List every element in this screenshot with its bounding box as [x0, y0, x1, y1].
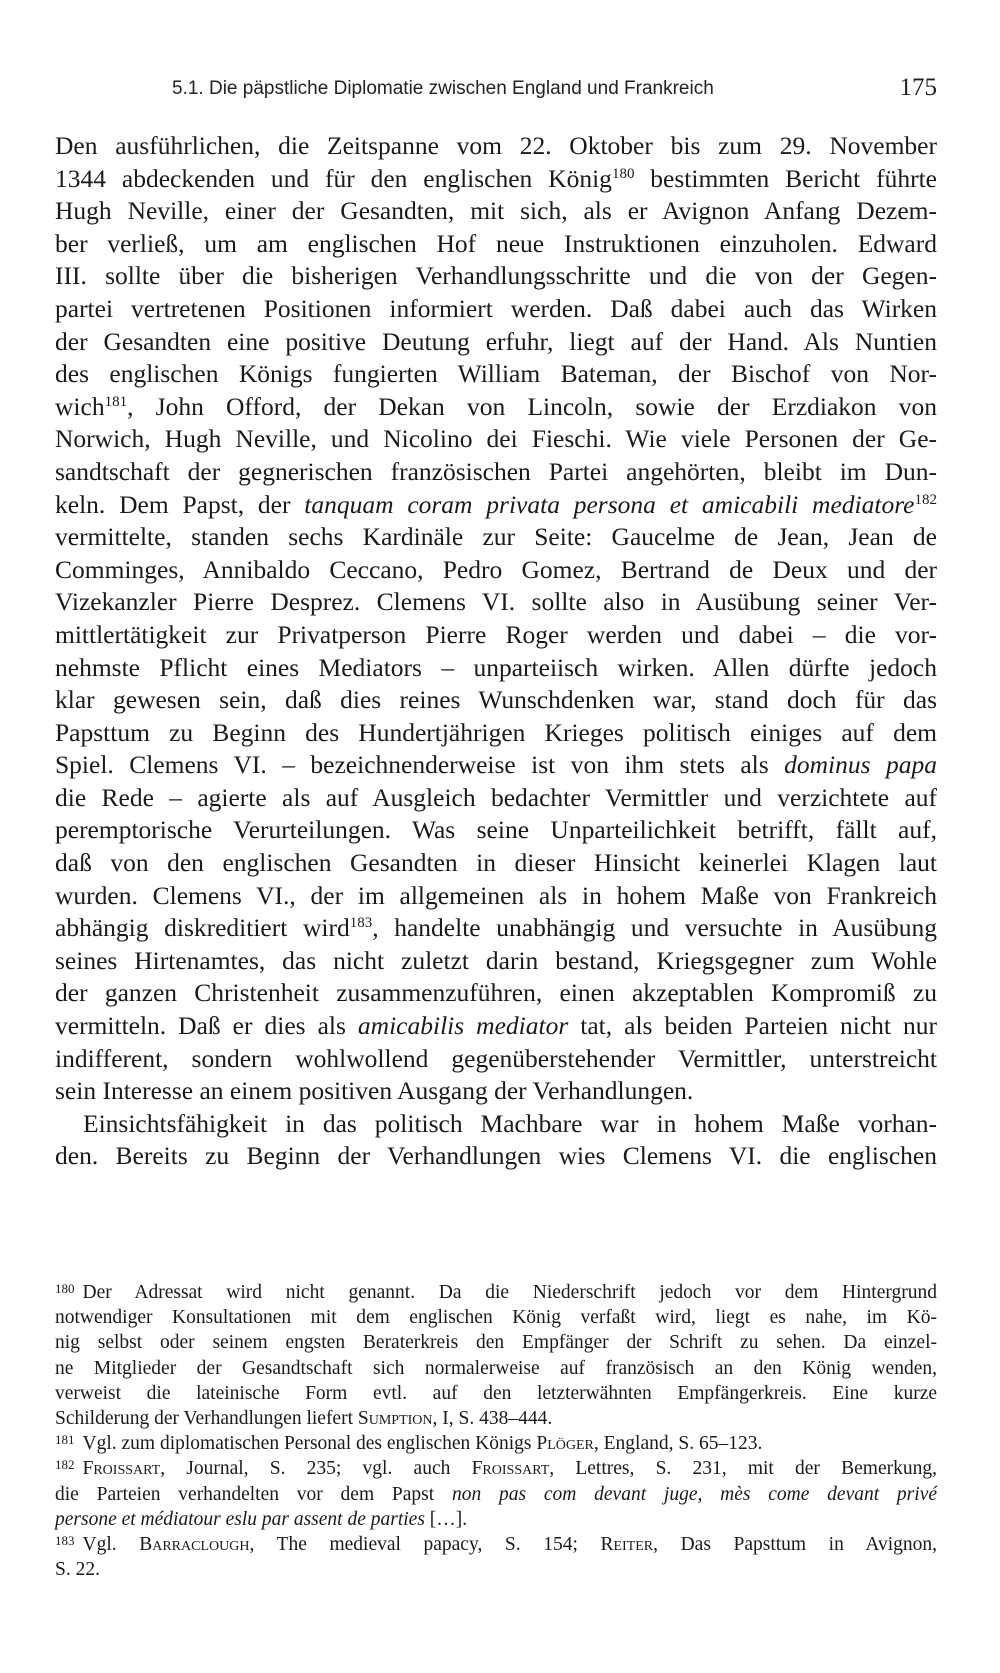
text-line: den. Bereits zu Beginn der Verhandlungen wies Clemens VI. die englischen: [55, 1141, 937, 1171]
text-line: wich$^{181}$, John Offord, der Dekan von Lincoln, sowie der Erzdiakon von: [55, 391, 937, 421]
text-line: indifferent, sondern wohlwollend gegenüberstehender Vermittler, unterstreicht: [55, 1043, 937, 1073]
footnote-line: persone et médiatour eslu par assent de parties […].: [55, 1508, 468, 1530]
footnote-number: 182: [55, 1457, 75, 1473]
footnote-line: notwendiger Konsultationen mit dem englischen König verfaßt wird, liegt es nahe, im Kö-: [55, 1307, 937, 1329]
text-line: Vizekanzler Pierre Desprez. Clemens VI. sollte also in Ausübung seiner Ver-: [55, 587, 937, 617]
text-line: partei vertretenen Positionen informiert werden. Daß dabei auch das Wirken: [55, 293, 937, 323]
running-head: 5.1. Die päpstliche Diplomatie zwischen England und Frankreich: [172, 78, 714, 99]
latin-quote: tanquam coram privata persona et amicabili mediatore: [304, 489, 915, 519]
footnote-181: $^{181}$ Vgl. zum diplomatischen Personal des englischen Königs Plöger, England, S. 65–123.: [55, 1432, 763, 1455]
body-text: [55, 130, 937, 1173]
latin-term: dominus papa: [784, 750, 937, 780]
text-line: III. sollte über die bisherigen Verhandlungsschritte und die von der Gegen-: [55, 261, 937, 291]
footnote-number: 181: [55, 1432, 75, 1448]
text-line: nehmste Pflicht eines Mediators – unparteiisch wirken. Allen dürfte jedoch: [55, 652, 937, 682]
text-line: Hugh Neville, einer der Gesandten, mit sich, als er Avignon Anfang Dezem-: [55, 196, 937, 226]
text-line: Papsttum zu Beginn des Hundertjährigen Krieges politisch einiges auf dem: [55, 717, 937, 747]
text-line: seines Hirtenamtes, das nicht zuletzt darin bestand, Kriegsgegner zum Wohle: [55, 945, 937, 975]
footnote-183: $^{183}$ Vgl. Barraclough, The medieval papacy, S. 154; Reiter, Das Papsttum in Avignon,: [55, 1532, 938, 1555]
text-line: daß von den englischen Gesandten in dieser Hinsicht keinerlei Klagen laut: [55, 848, 937, 878]
text-line: peremptorische Verurteilungen. Was seine Unparteilichkeit betrifft, fällt auf,: [55, 815, 937, 845]
text-line: Einsichtsfähigkeit in das politisch Machbare war in hohem Maße vorhan-: [83, 1108, 937, 1138]
footnote-ref[interactable]: 180: [611, 165, 635, 182]
text-line: sandtschaft der gegnerischen französischen Partei angehörten, bleibt im Dun-: [55, 456, 937, 486]
text-line: der Gesandten eine positive Deutung erfuhr, liegt auf der Hand. Als Nuntien: [55, 326, 937, 356]
footnote-ref[interactable]: 182: [914, 491, 937, 508]
text-line: Comminges, Annibaldo Ceccano, Pedro Gomez, Bertrand de Deux und der: [55, 554, 937, 584]
page-header: [172, 74, 937, 114]
footnotes: [55, 1280, 937, 1582]
text-line: vermitteln. Daß er dies als amicabilis mediator tat, als beiden Parteien nicht nur: [55, 1011, 938, 1041]
text-line: Den ausführlichen, die Zeitspanne vom 22. Oktober bis zum 29. November: [55, 131, 937, 160]
text-line: Spiel. Clemens VI. – bezeichnenderweise ist von ihm stets als dominus papa: [55, 750, 937, 780]
text-line: des englischen Königs fungierten William Bateman, der Bischof von Nor-: [55, 359, 937, 389]
text-line: vermittelte, standen sechs Kardinäle zur Seite: Gaucelme de Jean, Jean de: [55, 522, 937, 552]
text-line: sein Interesse an einem positiven Ausgang der Verhandlungen.: [55, 1076, 694, 1106]
text-line: abhängig diskreditiert wird$^{183}$, handelte unabhängig und versuchte in Ausübung: [55, 913, 937, 943]
footnote-line: Schilderung der Verhandlungen liefert Sumption, I, S. 438–444.: [55, 1407, 553, 1429]
text-line: mittlertätigkeit zur Privatperson Pierre Roger werden und dabei – die vor-: [55, 619, 937, 649]
page-number: 175: [899, 74, 937, 101]
footnote-ref[interactable]: 181: [104, 393, 128, 410]
text-line: wurden. Clemens VI., der im allgemeinen als in hohem Maße von Frankreich: [55, 880, 937, 910]
text-line: ber verließ, um am englischen Hof neue Instruktionen einzuholen. Edward: [55, 228, 937, 258]
footnote-number: 180: [55, 1281, 75, 1296]
footnote-line: ne Mitglieder der Gesandtschaft sich normalerweise auf französisch an den König wenden,: [55, 1357, 937, 1379]
footnote-182: $^{182}$ Froissart, Journal, S. 235; vgl. auch Froissart, Lettres, S. 231, mit der Bemerkung,: [55, 1457, 937, 1480]
text-line: 1344 abdeckenden und für den englischen König$^{180}$ bestimmten Bericht führte: [55, 163, 937, 193]
footnote-line: nig selbst oder seinem engsten Beraterkreis den Empfänger der Schrift zu sehen. Da einzel-: [55, 1332, 937, 1354]
footnote-line: S. 22.: [55, 1559, 100, 1581]
footnote-180: $^{180}$ Der Adressat wird nicht genannt. Da die Niederschrift jedoch vor dem Hintergrund: [55, 1281, 937, 1303]
footnote-number: 183: [55, 1532, 75, 1548]
footnote-ref[interactable]: 183: [349, 915, 373, 932]
text-line: klar gewesen sein, daß dies reines Wunschdenken war, stand doch für das: [55, 685, 937, 715]
latin-term: amicabilis mediator: [357, 1011, 569, 1041]
text-line: Norwich, Hugh Neville, und Nicolino dei Fieschi. Wie viele Personen der Ge-: [55, 424, 937, 454]
text-line: keln. Dem Papst, der tanquam coram privata persona et amicabili mediatore$^{182}$: [55, 489, 937, 519]
text-line: der ganzen Christenheit zusammenzuführen, einen akzeptablen Kompromiß zu: [55, 978, 937, 1008]
footnote-line: die Parteien verhandelten vor dem Papst non pas com devant juge, mès come devant privé: [55, 1483, 938, 1505]
footnote-line: verweist die lateinische Form evtl. auf den letzterwähnten Empfängerkreis. Eine kurze: [55, 1382, 937, 1404]
text-line: die Rede – agierte als auf Ausgleich bedachter Vermittler und verzichtete auf: [55, 782, 937, 812]
